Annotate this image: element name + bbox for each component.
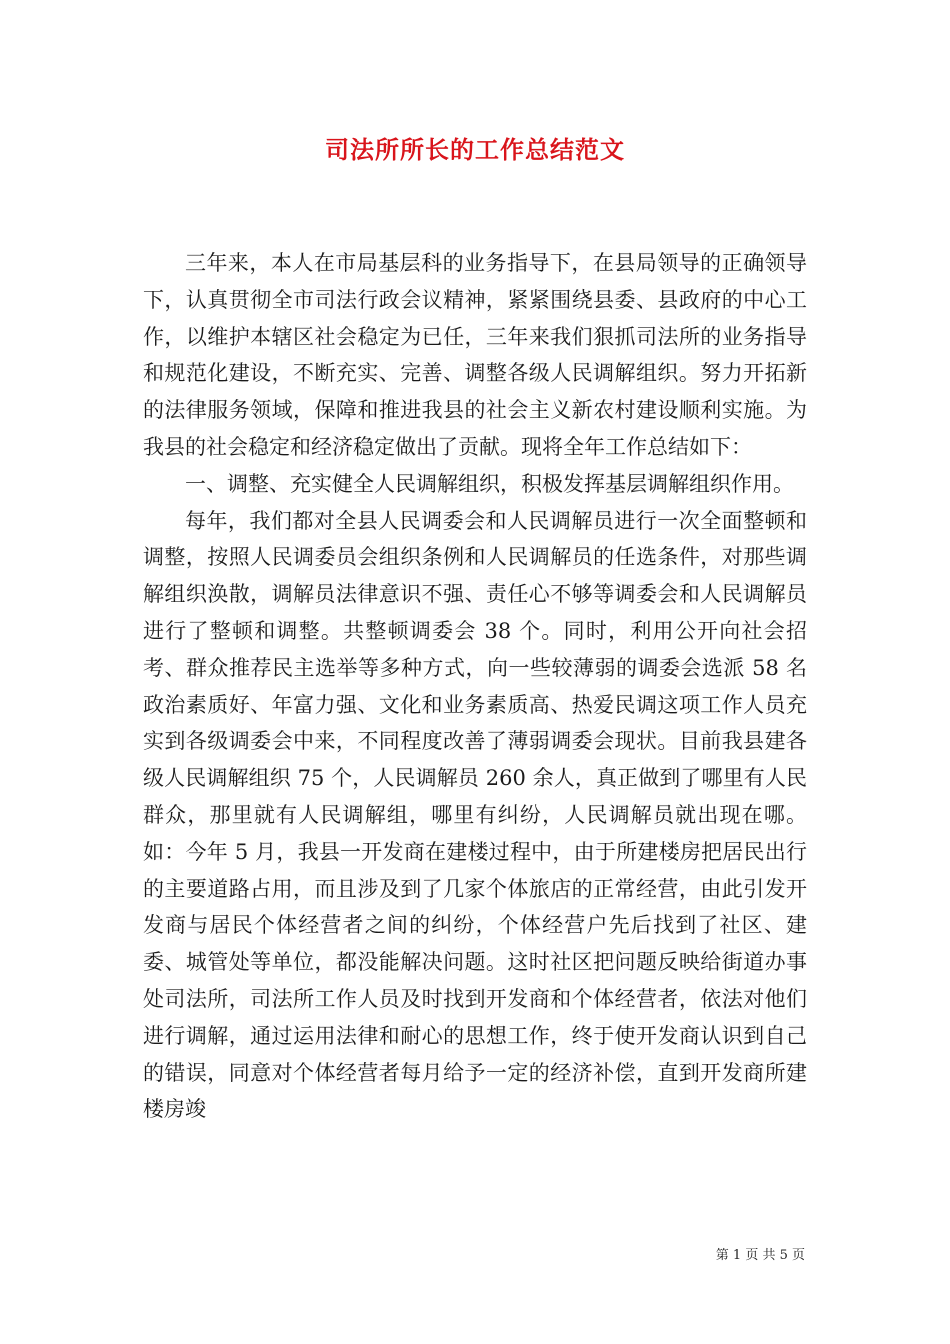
paragraph-intro: 三年来，本人在市局基层科的业务指导下，在县局领导的正确领导下，认真贯彻全市司法行政会议精神，紧紧围绕县委、县政府的中心工作，以维护本辖区社会稳定为已任，三年来我们狠抓司法所的业务指导和规范化建设，不断充实、完善、调整各级人民调解组织。努力开拓新的法律服务领域，保障和推进我县的社会主义新农村建设顺利实施。为我县的社会稳定和经济稳定做出了贡献。现将全年工作总结如下： <box>143 251 807 459</box>
document-title: 司法所所长的工作总结范文 <box>325 135 625 164</box>
page-number-footer: 第 1 页 共 5 页 <box>715 1248 805 1263</box>
document-body <box>143 245 807 1128</box>
paragraph-section-body-1: 每年，我们都对全县人民调委会和人民调解员进行一次全面整顿和调整，按照人民调委员会组织条例和人民调解员的任选条件，对那些调解组织涣散，调解员法律意识不强、责任心不够等调委会和人民调解员进行了整顿和调整。共整顿调委会 38 个。同时，利用公开向社会招考、群众推荐民主选举等多种方式，向一些较薄弱的调委会选派 58 名政治素质好、年富力强、文化和业务素质高、热爱民调这项工作人员充实到各级调委会中来，不同程度改善了薄弱调委会现状。目前我县建各级人民调解组织 75 个，人民调解员 260 余人，真正做到了哪里有人民群众，那里就有人民调解组，哪里有纠纷，人民调解员就出现在哪。如：今年 5 月，我县一开发商在建楼过程中，由于所建楼房把居民出行的主要道路占用，而且涉及到了几家个体旅店的正常经营，由此引发开发商与居民个体经营者之间的纠纷，个体经营户先后找到了社区、建委、城管处等单位，都没能解决问题。这时社区把问题反映给街道办事处司法所，司法所工作人员及时找到开发商和个体经营者，依法对他们进行调解，通过运用法律和耐心的思想工作，终于使开发商认识到自己的错误，同意对个体经营者每月给予一定的经济补偿，直到开发商所建楼房竣 <box>143 508 807 1122</box>
paragraph-section-heading-1: 一、调整、充实健全人民调解组织，积极发挥基层调解组织作用。 <box>185 471 794 496</box>
